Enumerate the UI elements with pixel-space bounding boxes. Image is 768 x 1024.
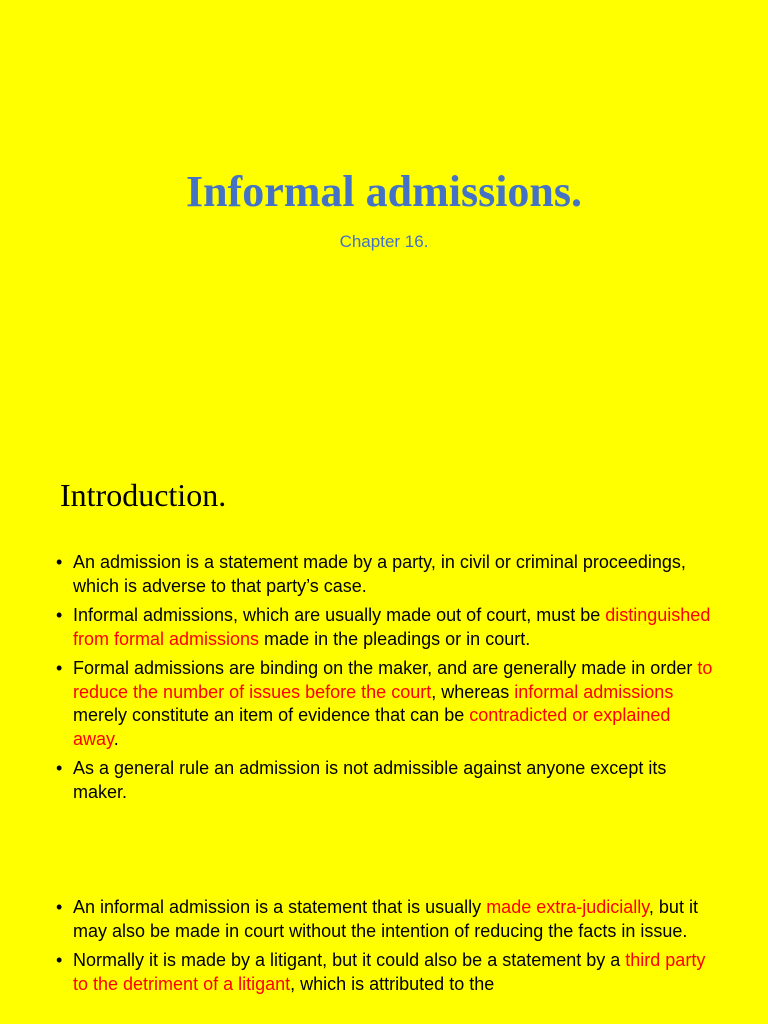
bullet-text: made in the pleadings or in court. (259, 628, 531, 649)
highlighted-text: informal admissions (514, 681, 674, 702)
highlighted-text: made extra-judicially (486, 897, 649, 917)
bullet-icon: • (56, 658, 63, 678)
bullet-text: Formal admissions are binding on the maker, and are generally made in order (73, 658, 698, 678)
highlighted-text: to reduce the number of issues before the court (73, 658, 713, 702)
bullet-text: As a general rule an admission is not admissible against anyone except its maker. (73, 758, 667, 802)
bullet-icon: • (56, 758, 63, 778)
bullet-text: . (113, 728, 119, 749)
highlighted-text: third party to the detriment of a litigant (73, 950, 706, 994)
bullet-icon: • (56, 605, 63, 625)
bullet-item (56, 757, 716, 804)
bullet-text: An admission is a statement made by a party, in civil or criminal proceedings, which is adverse to that party’s case. (73, 552, 686, 596)
bullet-list (56, 896, 716, 1002)
bullet-icon: • (56, 897, 63, 917)
slide-title: Informal admissions. (185, 167, 583, 216)
highlighted-text: distinguished from formal admissions (73, 605, 711, 649)
bullet-item (56, 551, 716, 598)
bullet-text: , which is attributed to the (290, 973, 495, 994)
bullet-item (56, 949, 716, 996)
highlighted-text: contradicted or explained away (73, 705, 671, 749)
bullet-text: Normally it is made by a litigant, but it could also be a statement by a (73, 950, 626, 970)
bullet-text: Informal admissions, which are usually made out of court, must be (73, 605, 606, 625)
bullet-text: An informal admission is a statement that is usually (73, 897, 487, 917)
bullet-item (56, 657, 716, 751)
slide-heading: Introduction. (60, 477, 227, 513)
continuation-slide (0, 880, 768, 1024)
bullet-list (56, 551, 716, 810)
bullet-item (56, 604, 716, 651)
slide-subtitle: Chapter 16. (339, 232, 429, 251)
bullet-text: merely constitute an item of evidence that can be (73, 705, 470, 725)
title-slide (0, 0, 768, 430)
introduction-slide (0, 455, 768, 850)
bullet-icon: • (56, 552, 63, 572)
bullet-text: , but it may also be made in court without the intention of reducing the facts in issue. (73, 897, 698, 941)
bullet-text: , whereas (431, 681, 515, 702)
bullet-item (56, 896, 716, 943)
bullet-icon: • (56, 950, 63, 970)
